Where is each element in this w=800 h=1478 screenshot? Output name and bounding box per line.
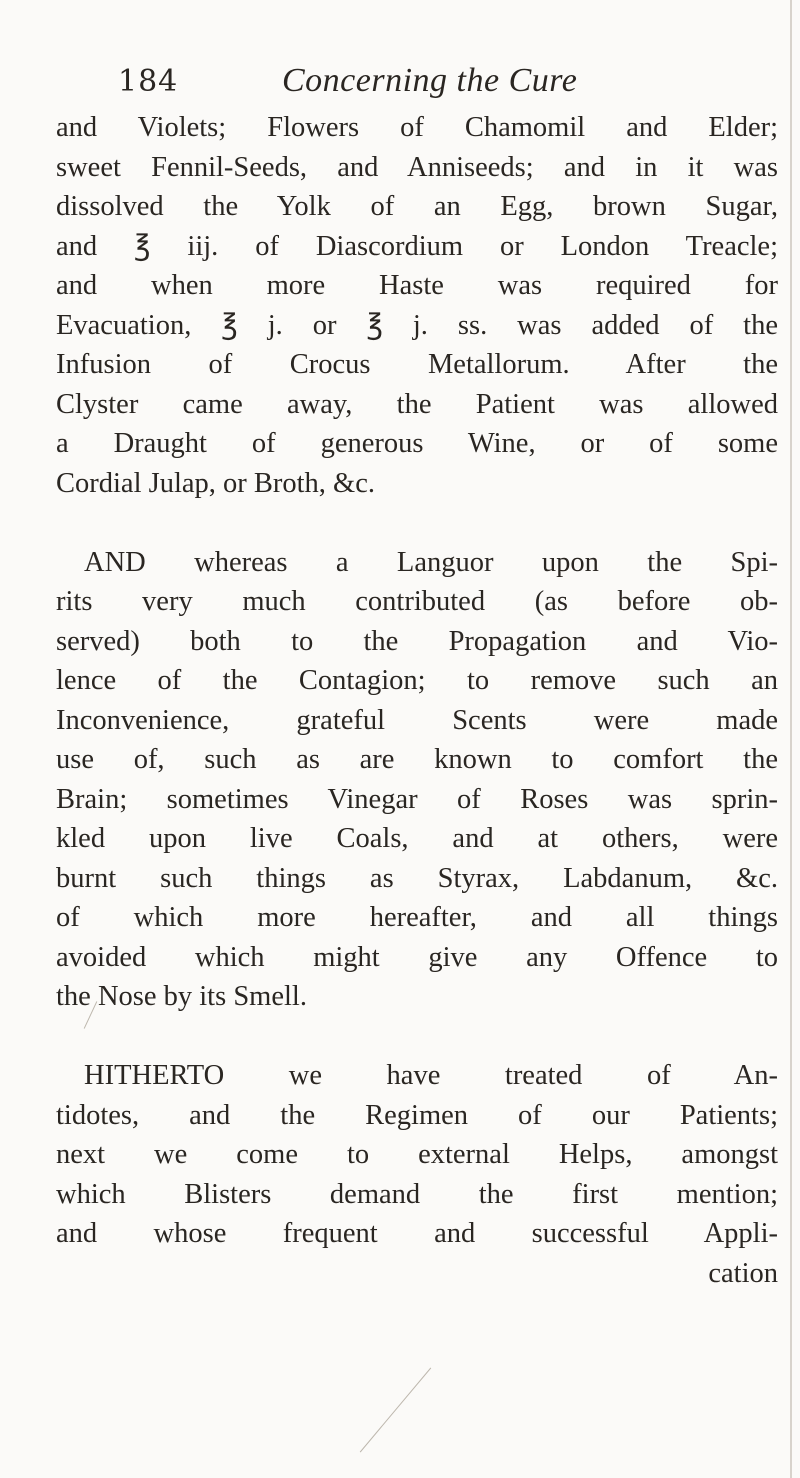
text-line: Inconvenience, grateful Scents were made xyxy=(56,704,778,736)
paragraph-1 xyxy=(56,108,778,503)
ink-smudge xyxy=(360,1368,431,1453)
text-line: Clyster came away, the Patient was allowed xyxy=(56,388,778,420)
text-line: burnt such things as Styrax, Labdanum, &c. xyxy=(56,862,778,894)
text-line: and when more Haste was required for xyxy=(56,270,778,301)
text-line: avoided which might give any Offence to xyxy=(56,941,778,973)
text-line: sweet Fennil-Seeds, and Anniseeds; and in it was xyxy=(56,151,778,183)
running-head: Concerning the Cure xyxy=(282,62,578,99)
text-line: and ℥ iij. of Diascordium or London Treacle; xyxy=(56,230,778,262)
text-line: rits very much contributed (as before ob- xyxy=(56,586,778,617)
text-line: the Nose by its Smell. xyxy=(56,981,307,1012)
page-number: 184 xyxy=(118,64,179,99)
text-line: of which more hereafter, and all things xyxy=(56,902,778,933)
page-edge-line xyxy=(790,0,792,1478)
paragraph-3 xyxy=(56,1056,778,1293)
text-line: lence of the Contagion; to remove such an xyxy=(56,665,778,696)
page-header xyxy=(0,62,800,106)
text-line: and Violets; Flowers of Chamomil and Elder; xyxy=(56,112,778,143)
paragraph-gap xyxy=(56,503,778,543)
catchword: cation xyxy=(708,1257,778,1289)
text-line: HITHERTO we have treated of An- xyxy=(84,1060,778,1091)
text-line: Cordial Julap, or Broth, &c. xyxy=(56,467,375,499)
text-line: dissolved the Yolk of an Egg, brown Sugar, xyxy=(56,191,778,222)
text-line: Brain; sometimes Vinegar of Roses was sprin- xyxy=(56,783,778,815)
text-line: kled upon live Coals, and at others, were xyxy=(56,823,778,854)
text-line: and whose frequent and successful Appli- xyxy=(56,1218,778,1249)
paragraph-2 xyxy=(56,543,778,1017)
text-line: next we come to external Helps, amongst xyxy=(56,1139,778,1170)
text-line: Evacuation, ℥ j. or ℥ j. ss. was added of the xyxy=(56,309,778,341)
paragraph-gap xyxy=(56,1017,778,1057)
text-line: Infusion of Crocus Metallorum. After the xyxy=(56,349,778,380)
text-line: use of, such as are known to comfort the xyxy=(56,744,778,775)
text-line: AND whereas a Languor upon the Spi- xyxy=(84,546,778,578)
text-line: which Blisters demand the first mention; xyxy=(56,1178,778,1210)
text-line: served) both to the Propagation and Vio- xyxy=(56,625,778,657)
body-text xyxy=(56,108,778,1293)
text-line: a Draught of generous Wine, or of some xyxy=(56,428,778,459)
text-line: tidotes, and the Regimen of our Patients; xyxy=(56,1099,778,1131)
